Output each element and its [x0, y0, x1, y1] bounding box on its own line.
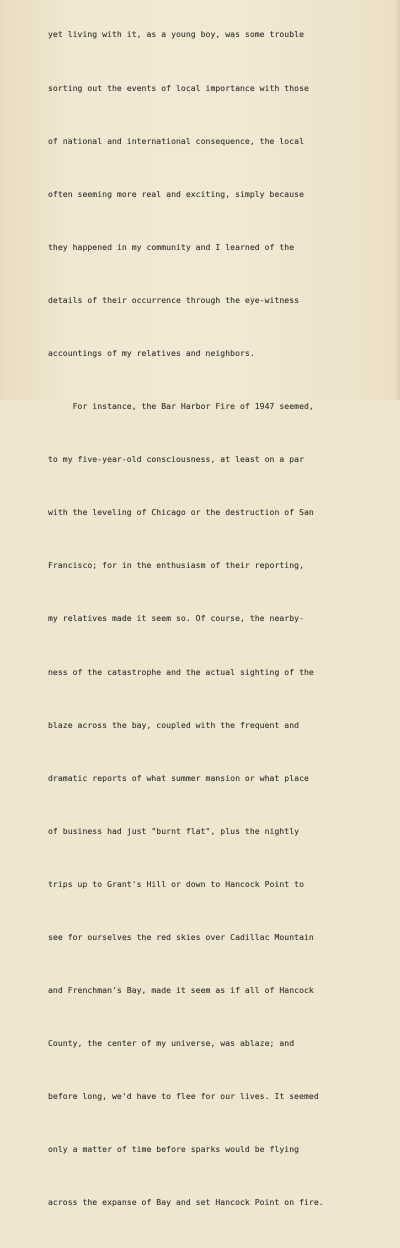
- text-line: County, the center of my universe, was ablaze; and: [48, 1038, 295, 1049]
- text-line: before long, we'd have to flee for our lives. It seemed: [48, 1091, 319, 1102]
- text-line: my relatives made it seem so. Of course, the nearby-: [48, 613, 304, 624]
- paragraph-start-line: For instance, the Bar Harbor Fire of 1947 seemed,: [48, 401, 314, 412]
- typescript-text: [48, 0, 398, 1248]
- text-line: with the leveling of Chicago or the destruction of San: [48, 507, 314, 518]
- text-line: see for ourselves the red skies over Cadillac Mountain: [48, 932, 314, 942]
- text-line: details of their occurrence through the eye-witness: [48, 294, 300, 305]
- text-line: Francisco; for in the enthusiasm of their reporting,: [48, 560, 304, 571]
- text-line: across the expanse of Bay and set Hancock Point on fire.: [48, 1197, 324, 1208]
- text-line: of national and international consequence, the local: [48, 135, 304, 146]
- text-line: only a matter of time before sparks would be flying: [48, 1144, 300, 1155]
- text-line: accountings of my relatives and neighbors.: [48, 347, 255, 358]
- text-line: they happened in my community and I learned of the: [48, 241, 295, 252]
- text-line: blaze across the bay, coupled with the frequent and: [48, 719, 300, 730]
- text-line: trips up to Grant's Hill or down to Hancock Point to: [48, 878, 304, 889]
- text-line: sorting out the events of local importance with those: [48, 82, 309, 93]
- text-line: yet living with it, as a young boy, was some trouble: [48, 29, 304, 40]
- text-line: ness of the catastrophe and the actual sighting of the: [48, 666, 314, 677]
- text-line: dramatic reports of what summer mansion or what place: [48, 772, 309, 783]
- text-line: and Frenchman's Bay, made it seem as if all of Hancock: [48, 985, 314, 996]
- text-line: often seeming more real and exciting, simply because: [48, 188, 304, 199]
- paper-edge-shadow: [394, 0, 400, 400]
- text-line: to my five-year-old consciousness, at least on a par: [48, 454, 304, 465]
- text-line: of business had just "burnt flat", plus the nightly: [48, 825, 300, 836]
